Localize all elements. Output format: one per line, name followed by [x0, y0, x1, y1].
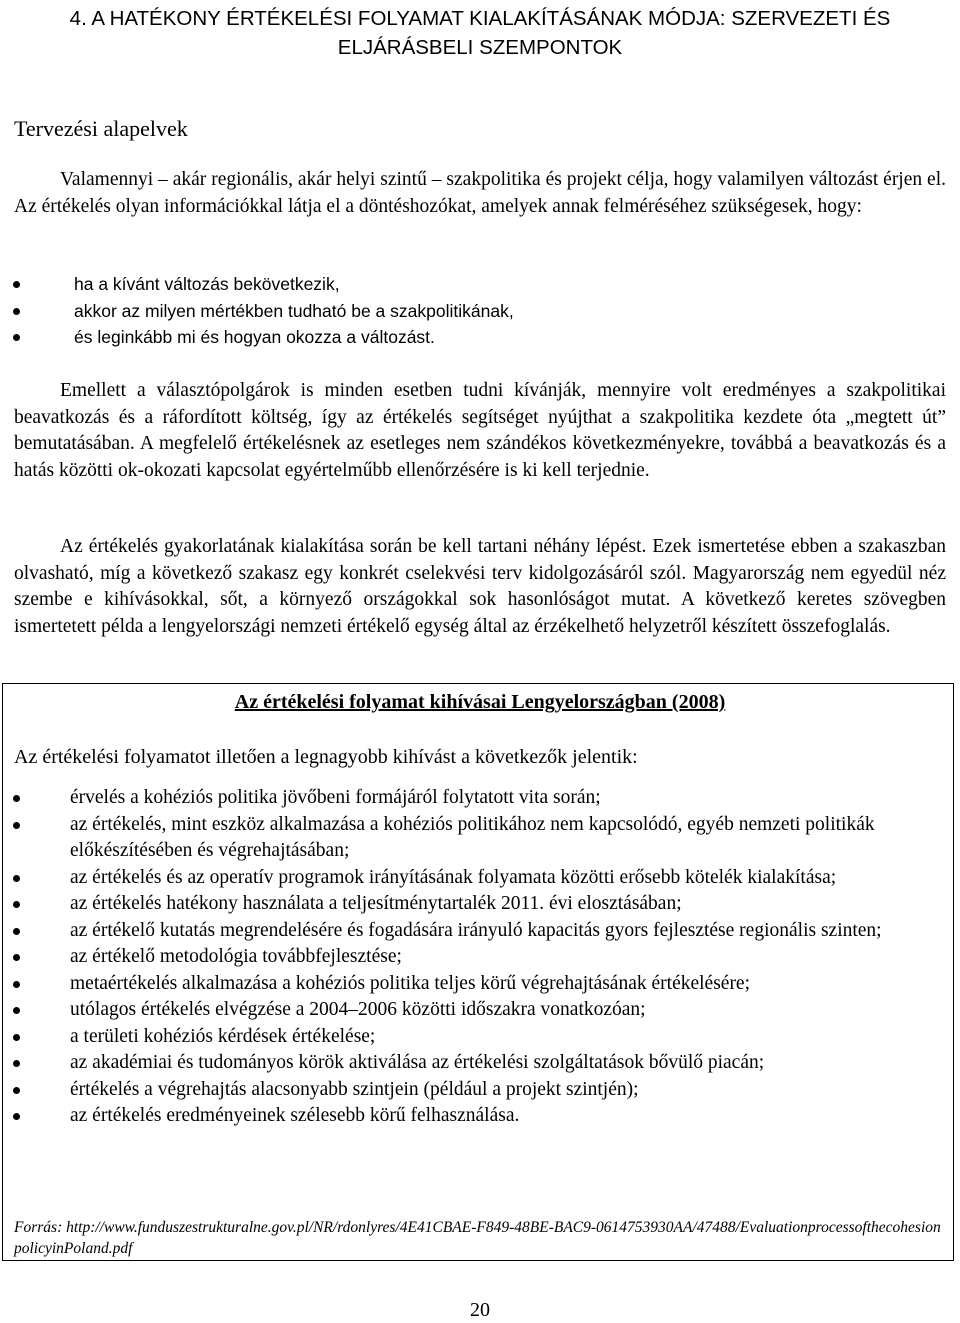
list-item-text: az értékelő kutatás megrendelésére és fogadására irányuló kapacitás gyors fejlesztése regionális szinten; — [70, 919, 882, 941]
list-item — [70, 812, 932, 865]
list-item-text: akkor az milyen mértékben tudható be a szakpolitikának, — [74, 300, 514, 321]
paragraph-2-sentence-2: A megfelelő értékelésnek az esetleges nem szándékos következményekre, továbbá a beavatkozás és a hatás közötti ok-okozati kapcsolat egyértelműbb ellenőrzésére is ki kell terjednie. — [14, 433, 946, 481]
intro-bullet-list — [74, 271, 934, 351]
list-item-text: az értékelő metodológia továbbfejlesztése; — [70, 946, 402, 967]
list-item-text: és leginkább mi és hogyan okozza a változást. — [74, 327, 435, 347]
box-title-text: Az értékelési folyamat kihívásai Lengyelországban (2008) — [234, 691, 726, 713]
list-item-text: metaértékelés alkalmazása a kohéziós politika teljes körű végrehajtásának értékelésére; — [70, 972, 751, 994]
list-item — [74, 298, 934, 325]
bullet-icon — [13, 822, 20, 829]
list-item-text: az értékelés és az operatív programok irányításának folyamata közötti erősebb kötelék kialakítása; — [70, 866, 837, 888]
list-item — [70, 944, 932, 971]
chapter-title: 4. A HATÉKONY ÉRTÉKELÉSI FOLYAMAT KIALAKÍTÁSÁNAK MÓDJA: SZERVEZETI ÉS ELJÁRÁSBELI SZEMPONTOK — [69, 7, 891, 59]
bullet-icon — [13, 1087, 20, 1094]
section-heading: Tervezési alapelvek — [14, 116, 188, 141]
box-title — [0, 687, 960, 717]
list-item — [70, 1103, 932, 1130]
bullet-icon — [13, 308, 20, 315]
page-number: 20 — [470, 1299, 490, 1321]
bullet-icon — [13, 1113, 20, 1120]
paragraph-3-sentence-4: A következő keretes szövegben ismertetett példa a lengyelországi nemzeti értékelő egység által az érzékelhető helyzetről készített összefoglalás. — [14, 589, 946, 637]
box-lead: Az értékelési folyamatot illetően a legnagyobb kihívást a következők jelentik: — [14, 746, 638, 768]
bullet-icon — [13, 1060, 20, 1067]
list-item — [70, 971, 932, 998]
list-item — [70, 997, 932, 1024]
list-item — [74, 324, 934, 351]
paragraph-1-sentence-1: Valamennyi – akár regionális, akár helyi szintű – szakpolitika és projekt célja, hogy valamilyen változást érjen el. — [60, 169, 946, 190]
paragraph-3-sentence-1: Az értékelés gyakorlatának kialakítása során be kell tartani néhány lépést. — [60, 536, 647, 557]
bullet-icon — [13, 981, 20, 988]
bullet-icon — [13, 795, 20, 802]
paragraph-3-sentence-2: Ezek ismertetése ebben a szakaszban olvasható, míg a következő szakasz egy konkrét cselekvési terv kidolgozásáról szól. — [14, 536, 946, 584]
list-item-text: az értékelés, mint eszköz alkalmazása a kohéziós politikához nem kapcsolódó, egyéb nemzeti politikák előkészítésében és végrehajtásában; — [70, 813, 875, 861]
list-item — [70, 891, 932, 918]
bullet-icon — [13, 281, 20, 288]
list-item — [70, 865, 932, 892]
paragraph-3 — [14, 534, 946, 640]
source-citation: Forrás: http://www.funduszestrukturalne.gov.pl/NR/rdonlyres/4E41CBAE-F849-48BE-BAC9-0614753930AA/47488/EvaluationprocessofthecohesionpolicyinPoland.pdf — [14, 1219, 941, 1257]
paragraph-1 — [14, 167, 946, 220]
list-item — [70, 1077, 932, 1104]
paragraph-1-sentence-2: Az értékelés olyan információkkal látja el a döntéshozókat, amelyek annak felméréséhez szükségesek, hogy: — [14, 195, 862, 217]
list-item-text: a területi kohéziós kérdések értékelése; — [70, 1025, 376, 1047]
list-item-text: ha a kívánt változás bekövetkezik, — [74, 274, 340, 294]
list-item-text: az akadémiai és tudományos körök aktiválása az értékelési szolgáltatások bővülő piacán; — [70, 1052, 765, 1073]
list-item-text: értékelés a végrehajtás alacsonyabb szintjein (például a projekt szintjén); — [70, 1078, 639, 1100]
list-item-text: az értékelés hatékony használata a teljesítménytartalék 2011. évi elosztásában; — [70, 893, 682, 914]
list-item-text: érvelés a kohéziós politika jövőbeni formájáról folytatott vita során; — [70, 787, 601, 808]
paragraph-2 — [14, 378, 946, 484]
paragraph-2-sentence-1: Emellett a választópolgárok is minden esetben tudni kívánják, mennyire volt eredményes a szakpolitikai beavatkozás és a ráfordított költség, így az értékelés segítséget nyújthat a szakpolitika kezdete óta „megtett út” bemutatásában. — [14, 380, 946, 454]
list-item — [74, 271, 934, 298]
list-item — [70, 1050, 932, 1077]
bullet-icon — [13, 928, 20, 935]
bullet-icon — [13, 954, 20, 961]
paragraph-3-sentence-3: Magyarország nem egyedül néz szembe e kihívásokkal, sőt, a környező országokkal sok hasonlóságot mutat. — [14, 562, 946, 610]
box-bullet-list — [70, 785, 932, 1130]
bullet-icon — [13, 1007, 20, 1014]
list-item — [70, 785, 932, 812]
bullet-icon — [13, 334, 20, 341]
list-item — [70, 918, 932, 945]
bullet-icon — [13, 875, 20, 882]
bullet-icon — [13, 1034, 20, 1041]
list-item-text: utólagos értékelés elvégzése a 2004–2006 közötti időszakra vonatkozóan; — [70, 999, 646, 1020]
list-item — [70, 1024, 932, 1051]
bullet-icon — [13, 901, 20, 908]
list-item-text: az értékelés eredményeinek szélesebb körű felhasználása. — [70, 1105, 520, 1126]
